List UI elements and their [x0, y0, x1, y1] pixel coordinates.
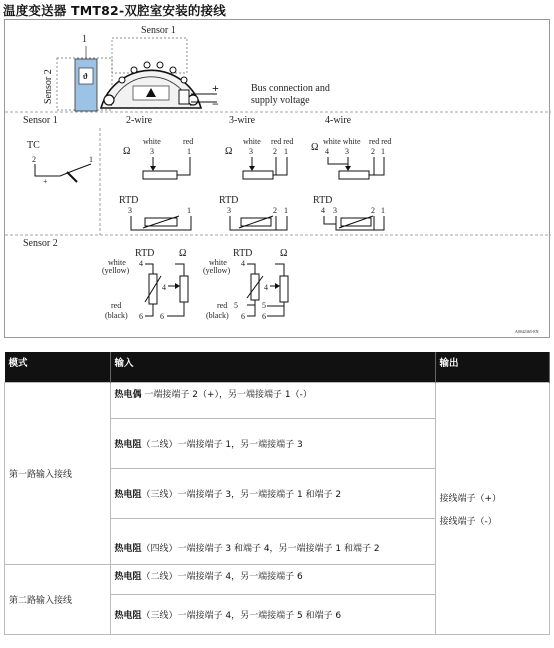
sensor-module — [75, 59, 97, 111]
svg-text:white: white — [108, 258, 126, 267]
svg-text:4: 4 — [264, 283, 268, 292]
svg-text:red: red — [183, 137, 194, 146]
mode-cell-1: 第一路输入接线 — [5, 383, 111, 565]
svg-text:6: 6 — [160, 312, 164, 321]
svg-text:Ω: Ω — [280, 248, 288, 259]
callout-1: 1 — [82, 34, 87, 45]
svg-text:Ω: Ω — [179, 248, 187, 259]
input-cell: 热电阻（三线）一端接端子 3，另一端接端子 1 和端子 2 — [110, 469, 435, 519]
input-cell: 热电阻（四线）一端接端子 3 和端子 4，另一端接端子 1 和端子 2 — [110, 519, 435, 565]
svg-text:1: 1 — [187, 206, 191, 215]
svg-text:6: 6 — [241, 312, 245, 321]
svg-text:+: + — [43, 177, 48, 186]
svg-text:6: 6 — [139, 312, 143, 321]
svg-text:RTD: RTD — [135, 248, 155, 259]
svg-text:4: 4 — [321, 206, 325, 215]
sensor2-side-label: Sensor 2 — [43, 69, 54, 104]
tc-label: TC — [27, 140, 40, 151]
wiring-table — [4, 352, 550, 635]
transmitter-head — [101, 62, 201, 108]
output-plus: 接线端子（+） — [439, 493, 502, 504]
svg-text:2: 2 — [273, 206, 277, 215]
output-cell — [435, 383, 550, 635]
col-3wire: 3-wire — [229, 115, 256, 126]
svg-text:1: 1 — [284, 206, 288, 215]
svg-text:ϑ: ϑ — [83, 72, 88, 81]
svg-text:2: 2 — [371, 147, 375, 156]
svg-text:2: 2 — [32, 155, 36, 164]
bus-label-line2: supply voltage — [251, 95, 310, 106]
svg-text:4: 4 — [162, 283, 166, 292]
header-input: 输入 — [110, 352, 435, 383]
figure-id: A0042365-EN — [515, 329, 539, 334]
svg-text:white white: white white — [323, 137, 361, 146]
svg-text:(black): (black) — [105, 311, 128, 320]
svg-text:2: 2 — [273, 147, 277, 156]
svg-text:6: 6 — [262, 312, 266, 321]
svg-text:white: white — [209, 258, 227, 267]
svg-text:Ω: Ω — [311, 142, 319, 153]
bus-label-line1: Bus connection and — [251, 83, 330, 94]
input-cell: 热电阻（二线）一端接端子 4，另一端接端子 6 — [110, 565, 435, 595]
svg-text:(yellow): (yellow) — [102, 266, 130, 275]
input-cell: 热电阻（三线）一端接端子 4，另一端接端子 5 和端子 6 — [110, 595, 435, 635]
svg-text:5: 5 — [262, 301, 266, 310]
svg-text:RTD: RTD — [219, 195, 239, 206]
col-4wire: 4-wire — [325, 115, 352, 126]
svg-text:1: 1 — [381, 147, 385, 156]
header-mode: 模式 — [5, 352, 111, 383]
svg-text:RTD: RTD — [233, 248, 253, 259]
col-2wire: 2-wire — [126, 115, 153, 126]
svg-text:5: 5 — [234, 301, 238, 310]
page-title: 温度变送器 TMT82-双腔室安装的接线 — [3, 3, 226, 18]
svg-text:3: 3 — [150, 147, 154, 156]
svg-text:3: 3 — [128, 206, 132, 215]
svg-text:RTD: RTD — [313, 195, 333, 206]
svg-text:4: 4 — [325, 147, 329, 156]
svg-text:red: red — [217, 301, 228, 310]
minus-sign: − — [212, 97, 219, 111]
svg-text:3: 3 — [345, 147, 349, 156]
svg-text:white: white — [243, 137, 261, 146]
header-output: 输出 — [435, 352, 550, 383]
svg-text:1: 1 — [187, 147, 191, 156]
output-minus: 接线端子（-） — [439, 516, 497, 527]
input-cell: 热电偶 一端接端子 2（+），另一端接端子 1（-） — [110, 383, 435, 419]
svg-text:1: 1 — [284, 147, 288, 156]
svg-text:red: red — [111, 301, 122, 310]
svg-text:3: 3 — [227, 206, 231, 215]
svg-text:1: 1 — [381, 206, 385, 215]
wiring-diagram-svg — [5, 20, 551, 339]
svg-text:3: 3 — [249, 147, 253, 156]
svg-text:Ω: Ω — [123, 146, 131, 157]
svg-text:(yellow): (yellow) — [203, 266, 231, 275]
sensor1-row-label: Sensor 1 — [23, 115, 58, 126]
svg-text:1: 1 — [89, 155, 93, 164]
svg-text:RTD: RTD — [119, 195, 139, 206]
mode-cell-2: 第二路输入接线 — [5, 565, 111, 635]
svg-text:2: 2 — [371, 206, 375, 215]
svg-text:4: 4 — [241, 259, 245, 268]
svg-text:4: 4 — [139, 259, 143, 268]
input-cell: 热电阻（二线）一端接端子 1，另一端接端子 3 — [110, 419, 435, 469]
svg-text:white: white — [143, 137, 161, 146]
svg-text:red red: red red — [271, 137, 294, 146]
svg-text:red red: red red — [369, 137, 392, 146]
table-row — [5, 383, 550, 419]
svg-text:Ω: Ω — [225, 146, 233, 157]
svg-text:(black): (black) — [206, 311, 229, 320]
sensor2-row-label: Sensor 2 — [23, 238, 58, 249]
wiring-diagram — [4, 19, 550, 338]
sensor1-top-label: Sensor 1 — [141, 25, 176, 36]
plus-sign: + — [212, 81, 219, 95]
svg-text:3: 3 — [333, 206, 337, 215]
